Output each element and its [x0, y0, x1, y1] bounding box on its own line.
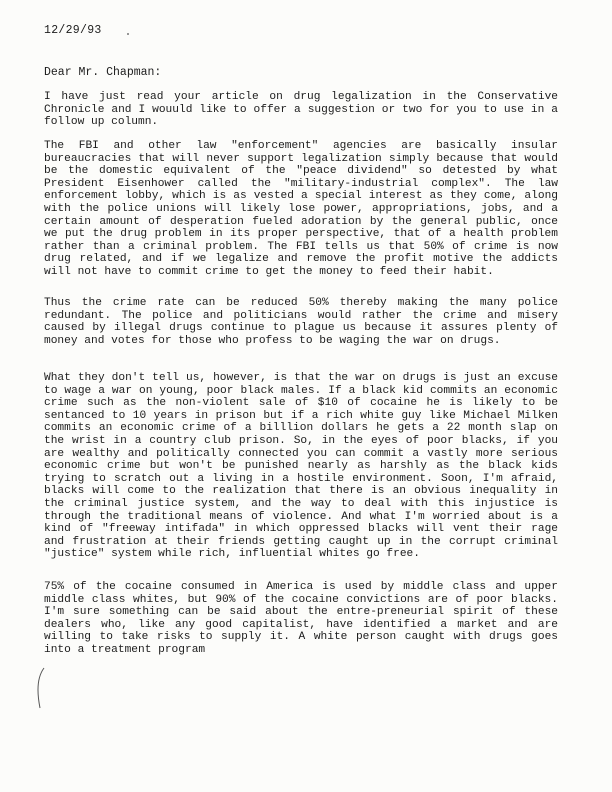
letter-paragraph-2: The FBI and other law "enforcement" agencies are basically insular bureaucracies that will never support legalization simply because that would be the domestic equivalent of the "peace dividend" so detested by what President Eisenhower called the "military-industrial complex". The law enforcement lobby, which is as vested a special interest as they come, along with the police unions will likely lose power, appropriations, jobs, and a certain amount of desperation fueled adoration by the general public, once we put the drug problem in its proper perspective, that of a health problem rather than a criminal problem. The FBI tells us that 50% of crime is now drug related, and if we legalize and remove the profit motive the addicts will not have to commit crime to get the money to feed their habit.	[44, 140, 558, 278]
paper-speck	[127, 33, 129, 35]
pen-mark-icon	[34, 666, 48, 710]
letter-date: 12/29/93	[44, 24, 102, 37]
letter-paragraph-5: 75% of the cocaine consumed in America is used by middle class and upper middle class whites, but 90% of the cocaine convictions are of poor blacks. I'm sure something can be said about the entre-preneurial spirit of these dealers who, like any good capitalist, have identified a market and are willing to take risks to supply it. A white person caught with drugs goes into a treatment program	[44, 581, 558, 656]
letter-salutation: Dear Mr. Chapman:	[44, 66, 162, 79]
letter-paragraph-4: What they don't tell us, however, is that the war on drugs is just an excuse to wage a war on young, poor black males. If a black kid commits an economic crime such as the non-violent sale of $10 of cocaine he is likely to be sentanced to 10 years in prison but if a rich white guy like Michael Milken commits an economic crime of a billlion dollars he gets a 22 month slap on the wrist in a country club prison. So, in the eyes of poor blacks, if you are wealthy and politically connected you can commit a vastly more serious economic crime but won't be punished nearly as harshly as the black kids trying to scratch out a living in a hostile environment. Soon, I'm afraid, blacks will come to the realization that there is an obvious inequality in the criminal justice system, and the way to deal with this injustice is through the traditional means of violence. And what I'm worried about is a kind of "freeway intifada" in which oppressed blacks will vent their rage and frustration at their friends getting caught up in the corrupt criminal "justice" system while rich, influential whites go free.	[44, 372, 558, 561]
letter-paragraph-3: Thus the crime rate can be reduced 50% thereby making the many police redundant. The police and politicians would rather the crime and misery caused by illegal drugs continue to plague us because it assures plenty of money and votes for those who profess to be waging the war on drugs.	[44, 297, 558, 347]
letter-paragraph-1: I have just read your article on drug legalization in the Conservative Chronicle and I wouuld like to offer a suggestion or two for you to use in a follow up column.	[44, 91, 558, 129]
